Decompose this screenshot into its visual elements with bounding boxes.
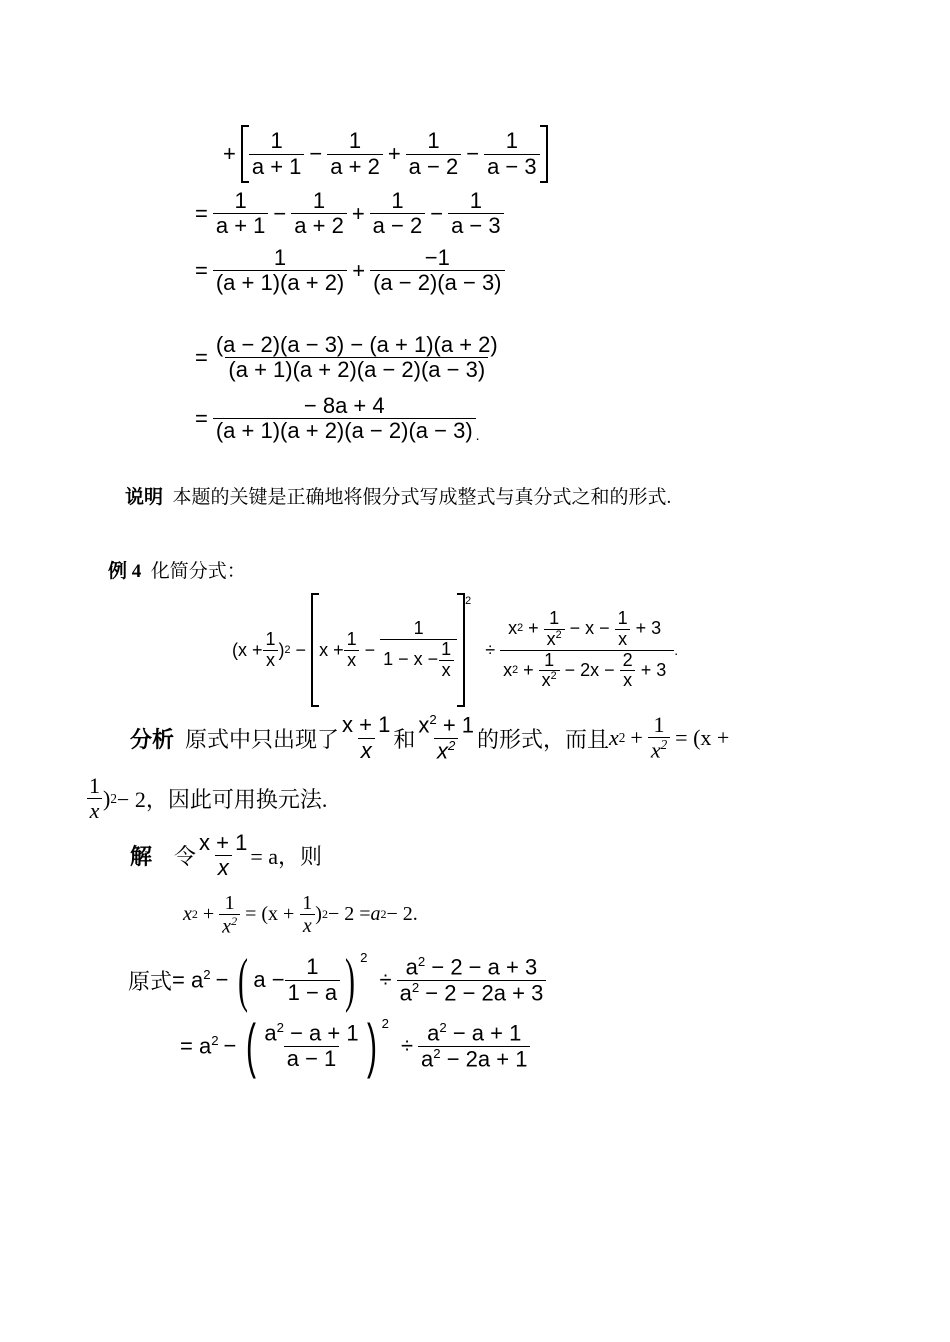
big-expression: (x + $\frac{1}{x}$ ) 2 − x + $\frac{1}{x}$ − 1 1 − x − $\frac{1}{x}$ $^2$ ÷ x 2 + $\frac{1}{x^2}$ − x − $\frac{1}{x}$ + 3 x 2 + $\frac{1}{x^2}$ − 2x − $\frac{2}{x}$ + 3 .	[232, 593, 678, 707]
complex-fraction: 1 1 − x − $\frac{1}{x}$	[380, 619, 457, 680]
note-paragraph	[125, 482, 671, 509]
fraction: $\frac{1}{x^2}$	[648, 713, 670, 763]
eq-line-3: = $\frac{1}{(a + 1)(a + 2)}$ + $\frac{-1}{(a - 2)(a - 3)}$	[190, 246, 505, 295]
fraction: $\frac{1}{a - 3}$	[484, 129, 540, 178]
eq-line-1: + $\frac{1}{a + 1}$ − $\frac{1}{a + 2}$ + $\frac{1}{a - 2}$ − $\frac{1}{a - 3}$	[218, 125, 548, 183]
fraction: $\frac{1}{a + 2}$	[327, 129, 383, 178]
fraction: $\frac{1}{x}$	[438, 640, 454, 681]
fraction: $\frac{1}{x^2}$	[539, 651, 560, 692]
fraction: $\frac{x + 1}{x}$	[199, 830, 248, 881]
solution-line-2: x 2 + $\frac{1}{x^2}$ = (x + $\frac{1}{x}$ ) 2 − 2 = a 2 − 2.	[183, 892, 418, 938]
analysis-label: 分析	[130, 726, 175, 752]
left-paren: (	[246, 1012, 257, 1079]
fraction: $\frac{1}{x^2}$	[219, 892, 240, 938]
fraction: $\frac{a^2 - a + 1}{a - 1}$	[264, 1020, 359, 1071]
right-paren: )	[366, 1012, 377, 1079]
left-bracket	[241, 125, 249, 183]
note-text: 本题的关键是正确地将假分式写成整式与真分式之和的形式.	[172, 487, 672, 508]
complex-fraction: x 2 + $\frac{1}{x^2}$ − x − $\frac{1}{x}$ + 3 x 2 + $\frac{1}{x^2}$ − 2x − $\frac{2}{x}$ + 3	[500, 609, 674, 691]
eq-line-5: = $\frac{- 8a + 4}{(a + 1)(a + 2)(a - 2)(a - 3)}$ .	[195, 393, 480, 444]
solution-line-4: = $a^2$ − ( $\frac{a^2 - a + 1}{a - 1}$ ) $^2$ ÷ $\frac{a^2 - a + 1}{a^2 - 2a + 1}$	[180, 1016, 530, 1076]
fraction: $\frac{a^2 - 2 - a + 3}{a^2 - 2 - 2a + 3}$	[397, 955, 547, 1005]
fraction: $\frac{1}{x}$	[615, 609, 631, 650]
fraction: $\frac{1}{a + 1}$	[249, 129, 305, 178]
fraction: $\frac{1}{a + 1}$	[213, 189, 269, 238]
analysis-line-1: 分析 原式中只出现了 $\frac{x + 1}{x}$ 和 $\frac{x^2 + 1}{x^2}$ 的形式，而且 x 2 + $\frac{1}{x^2}$ = (x +	[130, 712, 730, 763]
fraction: $\frac{1}{x^2}$	[544, 609, 565, 650]
solution-line-1: 解 令 $\frac{x + 1}{x}$ = a，则	[130, 830, 323, 881]
solution-line-3: 原式 = $a^2$ − ( a − $\frac{1}{1 - a}$ ) $^2$ ÷ $\frac{a^2 - 2 - a + 3}{a^2 - 2 - 2a + 3}$	[128, 950, 546, 1010]
fraction: $\frac{1}{x}$	[299, 892, 315, 937]
fraction: $\frac{1}{x}$	[86, 774, 103, 823]
fraction: $\frac{1}{a - 2}$	[370, 189, 426, 238]
right-paren: )	[345, 947, 356, 1013]
fraction: $\frac{(a - 2)(a - 3) - (a + 1)(a + 2)}{(a + 1)(a + 2)(a - 2)(a - 3)}$	[215, 332, 498, 383]
fraction: $\frac{1}{x}$	[344, 630, 360, 671]
fraction: $\frac{1}{a + 2}$	[291, 189, 347, 238]
fraction: $\frac{x + 1}{x}$	[342, 712, 391, 763]
example-text: 化简分式：	[150, 561, 246, 582]
fraction: $\frac{2}{x}$	[620, 651, 636, 692]
eq-line-2: = $\frac{1}{a + 1}$ − $\frac{1}{a + 2}$ + $\frac{1}{a - 2}$ − $\frac{1}{a - 3}$	[190, 189, 504, 238]
analysis-line-2: $\frac{1}{x}$ ) 2 − 2，因此可用换元法.	[86, 774, 327, 823]
fraction: $\frac{1}{(a + 1)(a + 2)}$	[213, 246, 347, 295]
fraction: $\frac{-1}{(a - 2)(a - 3)}$	[370, 246, 504, 295]
fraction: $\frac{1}{a - 2}$	[406, 129, 462, 178]
fraction: $\frac{1}{x}$	[263, 630, 279, 671]
fraction: $\frac{1}{a - 3}$	[448, 189, 504, 238]
solution-label: 解	[130, 844, 153, 870]
note-label: 说明	[125, 487, 164, 508]
right-bracket	[457, 593, 465, 707]
left-paren: (	[238, 947, 249, 1013]
eq-line-4: = $\frac{(a - 2)(a - 3) - (a + 1)(a + 2)}{(a + 1)(a + 2)(a - 2)(a - 3)}$	[190, 333, 501, 382]
left-bracket	[311, 593, 319, 707]
example-label: 例 4	[108, 561, 142, 582]
fraction: $\frac{x^2 + 1}{x^2}$	[418, 712, 475, 763]
fraction: $\frac{- 8a + 4}{(a + 1)(a + 2)(a - 2)(a - 3)}$	[213, 394, 476, 443]
fraction: $\frac{1}{1 - a}$	[285, 955, 341, 1004]
right-bracket	[540, 125, 548, 183]
fraction: $\frac{a^2 - a + 1}{a^2 - 2a + 1}$	[418, 1021, 530, 1071]
example-heading	[108, 556, 246, 583]
